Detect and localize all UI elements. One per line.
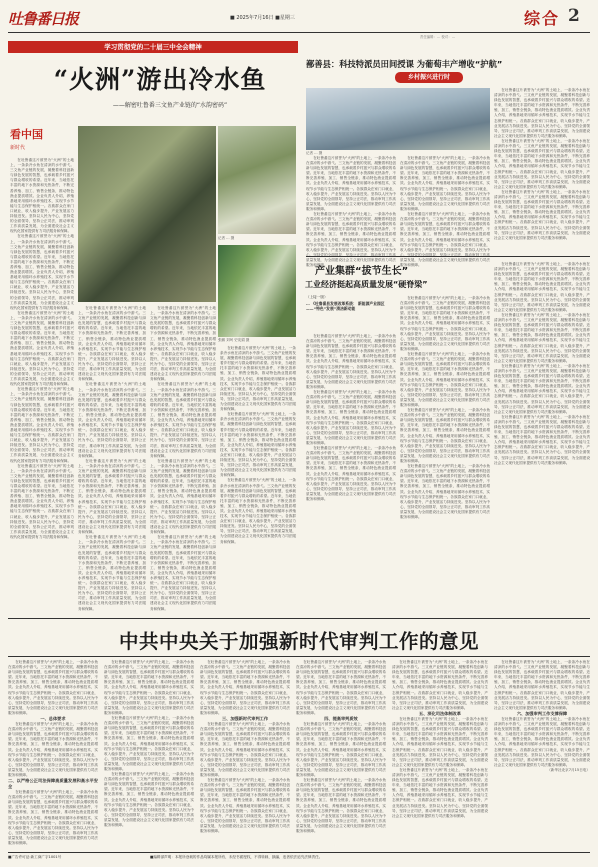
feature-text: 在吐鲁番这片被誉为“火洲”的土地上，一条条冷水鱼在清凉的水中游弋。三文鱼产业链的发展，凝聚着科技创新与绿色发展的智慧，也承载着乡村振兴与群众增收的希望。近年来，当地依托丰富的地下水资源和光热条件，不断完善养殖、加工、销售全链条，推动特色渔业提质增效。企业负责人介绍，养殖基地采用循环水养殖技术，实现节水节能与生态保护相统一。各族群众在家门口就业，收入稳步提升，产业发展活力持续迸发。坚持以人民为中心，坚持党的全面领导，坚持公正司法，推动审判工作高质量发展，为全面建设社会主义现代化国家提供有力司法服务和保障。 [150, 306, 216, 382]
tag-rural-label: 乡村振兴进行时 [407, 74, 450, 81]
article-text: 在吐鲁番这片被誉为“火洲”的土地上，一条条冷水鱼在清凉的水中游弋。三文鱼产业链的发展，凝聚着科技创新与绿色发展的智慧，也承载着乡村振兴与群众增收的希望。近年来，当地依托丰富的地下水资源和光热条件，不断完善养殖、加工、销售全链条，推动特色渔业提质增效。企业负责人介绍，养殖基地采用循环水养殖技术，实现节水节能与生态保护相统一。各族群众在家门口就业，收入稳步提升，产业发展活力持续迸发。坚持以人民为中心，坚持党的全面领导，坚持公正司法，推动审判工作高质量发展，为全面建设社会主义现代化国家提供有力司法服务和保障。 [400, 296, 490, 351]
main-col-5 [392, 660, 488, 848]
article-text: 在吐鲁番这片被誉为“火洲”的土地上，一条条冷水鱼在清凉的水中游弋。三文鱼产业链的发展，凝聚着科技创新与绿色发展的智慧，也承载着乡村振兴与群众增收的希望。近年来，当地依托丰富的地下水资源和光热条件，不断完善养殖、加工、销售全链条，推动特色渔业提质增效。企业负责人介绍，养殖基地采用循环水养殖技术，实现节水节能与生态保护相统一。各族群众在家门口就业，收入稳步提升，产业发展活力持续迸发。坚持以人民为中心，坚持党的全面领导，坚持公正司法，推动审判工作高质量发展，为全面建设社会主义现代化国家提供有力司法服务和保障。 [306, 446, 396, 501]
feature-col-1 [10, 158, 74, 613]
photo-caption: 张鹏 刘珂 史宪娟 摄 [218, 338, 250, 342]
feature-text: 在吐鲁番这片被誉为“火洲”的土地上，一条条冷水鱼在清凉的水中游弋。三文鱼产业链的发展，凝聚着科技创新与绿色发展的智慧，也承载着乡村振兴与群众增收的希望。近年来，当地依托丰富的地下水资源和光热条件，不断完善养殖、加工、销售全链条，推动特色渔业提质增效。企业负责人介绍，养殖基地采用循环水养殖技术，实现节水节能与生态保护相统一。各族群众在家门口就业，收入稳步提升，产业发展活力持续迸发。坚持以人民为中心，坚持党的全面领导，坚持公正司法，推动审判工作高质量发展，为全面建设社会主义现代化国家提供有力司法服务和保障。 [220, 478, 296, 544]
right-mid-col-1 [306, 334, 396, 614]
main-text: 在吐鲁番这片被誉为“火洲”的土地上，一条条冷水鱼在清凉的水中游弋。三文鱼产业链的发展，凝聚着科技创新与绿色发展的智慧，也承载着乡村振兴与群众增收的希望。近年来，当地依托丰富的地下水资源和光热条件，不断完善养殖、加工、销售全链条，推动特色渔业提质增效。企业负责人介绍，养殖基地采用循环水养殖技术，实现节水节能与生态保护相统一。各族群众在家门口就业，收入稳步提升，产业发展活力持续迸发。坚持以人民为中心，坚持党的全面领导，坚持公正司法，推动审判工作高质量发展，为全面建设社会主义现代化国家提供有力司法服务和保障。 [392, 660, 488, 710]
section-heading: 三、加强新时代审判工作 [221, 716, 269, 722]
feature-text: 在吐鲁番这片被誉为“火洲”的土地上，一条条冷水鱼在清凉的水中游弋。三文鱼产业链的发展，凝聚着科技创新与绿色发展的智慧，也承载着乡村振兴与群众增收的希望。近年来，当地依托丰富的地下水资源和光热条件，不断完善养殖、加工、销售全链条，推动特色渔业提质增效。企业负责人介绍，养殖基地采用循环水养殖技术，实现节水节能与生态保护相统一。各族群众在家门口就业，收入稳步提升，产业发展活力持续迸发。坚持以人民为中心，坚持党的全面领导，坚持公正司法，推动审判工作高质量发展，为全面建设社会主义现代化国家提供有力司法服务和保障。 [220, 346, 296, 412]
tag-rural [395, 72, 463, 83]
grape-photo [306, 88, 490, 150]
article-text: 在吐鲁番这片被誉为“火洲”的土地上，一条条冷水鱼在清凉的水中游弋。三文鱼产业链的发展，凝聚着科技创新与绿色发展的智慧，也承载着乡村振兴与群众增收的希望。近年来，当地依托丰富的地下水资源和光热条件，不断完善养殖、加工、销售全链条，推动特色渔业提质增效。企业负责人介绍，养殖基地采用循环水养殖技术，实现节水节能与生态保护相统一。各族群众在家门口就业，收入稳步提升，产业发展活力持续迸发。坚持以人民为中心，坚持党的全面领导，坚持公正司法，推动审判工作高质量发展，为全面建设社会主义现代化国家提供有力司法服务和保障。 [494, 312, 590, 363]
right-mid-subtitle: 工业经济挺起高质量发展“硬脊梁” [305, 280, 428, 289]
article-text: 在吐鲁番这片被誉为“火洲”的土地上，一条条冷水鱼在清凉的水中游弋。三文鱼产业链的发展，凝聚着科技创新与绿色发展的智慧，也承载着乡村振兴与群众增收的希望。近年来，当地依托丰富的地下水资源和光热条件，不断完善养殖、加工、销售全链条，推动特色渔业提质增效。企业负责人介绍，养殖基地采用循环水养殖技术，实现节水节能与生态保护相统一。各族群众在家门口就业，收入稳步提升，产业发展活力持续迸发。坚持以人民为中心，坚持党的全面领导，坚持公正司法，推动审判工作高质量发展，为全面建设社会主义现代化国家提供有力司法服务和保障。 [494, 138, 590, 189]
section-heading: 一、总体要求 [40, 716, 66, 722]
main-text: 在吐鲁番这片被誉为“火洲”的土地上，一条条冷水鱼在清凉的水中游弋。三文鱼产业链的发展，凝聚着科技创新与绿色发展的智慧，也承载着乡村振兴与群众增收的希望。近年来，当地依托丰富的地下水资源和光热条件，不断完善养殖、加工、销售全链条，推动特色渔业提质增效。企业负责人介绍，养殖基地采用循环水养殖技术，实现节水节能与生态保护相统一。各族群众在家门口就业，收入稳步提升，产业发展活力持续迸发。坚持以人民为中心，坚持党的全面领导，坚持公正司法，推动审判工作高质量发展，为全面建设社会主义现代化国家提供有力司法服务和保障。 [296, 722, 386, 777]
main-text: 在吐鲁番这片被誉为“火洲”的土地上，一条条冷水鱼在清凉的水中游弋。三文鱼产业链的发展，凝聚着科技创新与绿色发展的智慧，也承载着乡村振兴与群众增收的希望。近年来，当地依托丰富的地下水资源和光热条件，不断完善养殖、加工、销售全链条，推动特色渔业提质增效。企业负责人介绍，养殖基地采用循环水养殖技术，实现节水节能与生态保护相统一。各族群众在家门口就业，收入稳步提升，产业发展活力持续迸发。坚持以人民为中心，坚持党的全面领导，坚持公正司法，推动审判工作高质量发展，为全面建设社会主义现代化国家提供有力司法服务和保障。 [8, 660, 98, 715]
feature-text: 在吐鲁番这片被誉为“火洲”的土地上，一条条冷水鱼在清凉的水中游弋。三文鱼产业链的发展，凝聚着科技创新与绿色发展的智慧，也承载着乡村振兴与群众增收的希望。近年来，当地依托丰富的地下水资源和光热条件，不断完善养殖、加工、销售全链条，推动特色渔业提质增效。企业负责人介绍，养殖基地采用循环水养殖技术，实现节水节能与生态保护相统一。各族群众在家门口就业，收入稳步提升，产业发展活力持续迸发。坚持以人民为中心，坚持党的全面领导，坚持公正司法，推动审判工作高质量发展，为全面建设社会主义现代化国家提供有力司法服务和保障。 [150, 458, 216, 535]
footer-rule [8, 852, 590, 853]
feature-text: 在吐鲁番这片被誉为“火洲”的土地上，一条条冷水鱼在清凉的水中游弋。三文鱼产业链的发展，凝聚着科技创新与绿色发展的智慧，也承载着乡村振兴与群众增收的希望。近年来，当地依托丰富的地下水资源和光热条件，不断完善养殖、加工、销售全链条，推动特色渔业提质增效。企业负责人介绍，养殖基地采用循环水养殖技术，实现节水节能与生态保护相统一。各族群众在家门口就业，收入稳步提升，产业发展活力持续迸发。坚持以人民为中心，坚持党的全面领导，坚持公正司法，推动审判工作高质量发展，为全面建设社会主义现代化国家提供有力司法服务和保障。 [10, 463, 74, 539]
newspaper-logo: 吐鲁番日报 [8, 10, 79, 28]
feature-text: 在吐鲁番这片被誉为“火洲”的土地上，一条条冷水鱼在清凉的水中游弋。三文鱼产业链的发展，凝聚着科技创新与绿色发展的智慧，也承载着乡村振兴与群众增收的希望。近年来，当地依托丰富的地下水资源和光热条件，不断完善养殖、加工、销售全链条，推动特色渔业提质增效。企业负责人介绍，养殖基地采用循环水养殖技术，实现节水节能与生态保护相统一。各族群众在家门口就业，收入稳步提升，产业发展活力持续迸发。坚持以人民为中心，坚持党的全面领导，坚持公正司法，推动审判工作高质量发展，为全面建设社会主义现代化国家提供有力司法服务和保障。 [10, 310, 74, 387]
article-text: 在吐鲁番这片被誉为“火洲”的土地上，一条条冷水鱼在清凉的水中游弋。三文鱼产业链的发展，凝聚着科技创新与绿色发展的智慧，也承载着乡村振兴与群众增收的希望。近年来，当地依托丰富的地下水资源和光热条件，不断完善养殖、加工、销售全链条，推动特色渔业提质增效。企业负责人介绍，养殖基地采用循环水养殖技术，实现节水节能与生态保护相统一。各族群众在家门口就业，收入稳步提升，产业发展活力持续迸发。坚持以人民为中心，坚持党的全面领导，坚持公正司法，推动审判工作高质量发展，为全面建设社会主义现代化国家提供有力司法服务和保障。 [306, 212, 396, 267]
feature-text: 在吐鲁番这片被誉为“火洲”的土地上，一条条冷水鱼在清凉的水中游弋。三文鱼产业链的发展，凝聚着科技创新与绿色发展的智慧，也承载着乡村振兴与群众增收的希望。近年来，当地依托丰富的地下水资源和光热条件，不断完善养殖、加工、销售全链条，推动特色渔业提质增效。企业负责人介绍，养殖基地采用循环水养殖技术，实现节水节能与生态保护相统一。各族群众在家门口就业，收入稳步提升，产业发展活力持续迸发。坚持以人民为中心，坚持党的全面领导，坚持公正司法，推动审判工作高质量发展，为全面建设社会主义现代化国家提供有力司法服务和保障。 [78, 306, 146, 382]
main-col-4 [296, 660, 386, 848]
article-text: 在吐鲁番这片被誉为“火洲”的土地上，一条条冷水鱼在清凉的水中游弋。三文鱼产业链的发展，凝聚着科技创新与绿色发展的智慧，也承载着乡村振兴与群众增收的希望。近年来，当地依托丰富的地下水资源和光热条件，不断完善养殖、加工、销售全链条，推动特色渔业提质增效。企业负责人介绍，养殖基地采用循环水养殖技术，实现节水节能与生态保护相统一。各族群众在家门口就业，收入稳步提升，产业发展活力持续迸发。坚持以人民为中心，坚持党的全面领导，坚持公正司法，推动审判工作高质量发展，为全面建设社会主义现代化国家提供有力司法服务和保障。 [494, 88, 590, 138]
feature-banner [8, 41, 298, 53]
main-text: 在吐鲁番这片被誉为“火洲”的土地上，一条条冷水鱼在清凉的水中游弋。三文鱼产业链的发展，凝聚着科技创新与绿色发展的智慧，也承载着乡村振兴与群众增收的希望。近年来，当地依托丰富的地下水资源和光热条件，不断完善养殖、加工、销售全链条，推动特色渔业提质增效。企业负责人介绍，养殖基地采用循环水养殖技术，实现节水节能与生态保护相统一。各族群众在家门口就业，收入稳步提升，产业发展活力持续迸发。坚持以人民为中心，坚持党的全面领导，坚持公正司法，推动审判工作高质量发展，为全面建设社会主义现代化国家提供有力司法服务和保障。 [494, 716, 590, 767]
article-text: 在吐鲁番这片被誉为“火洲”的土地上，一条条冷水鱼在清凉的水中游弋。三文鱼产业链的发展，凝聚着科技创新与绿色发展的智慧，也承载着乡村振兴与群众增收的希望。近年来，当地依托丰富的地下水资源和光热条件，不断完善养殖、加工、销售全链条，推动特色渔业提质增效。企业负责人介绍，养殖基地采用循环水养殖技术，实现节水节能与生态保护相统一。各族群众在家门口就业，收入稳步提升，产业发展活力持续迸发。坚持以人民为中心，坚持党的全面领导，坚持公正司法，推动审判工作高质量发展，为全面建设社会主义现代化国家提供有力司法服务和保障。 [400, 156, 490, 211]
section-heading: 二、以严格公正司法保障高质量发展和高水平安全 [8, 778, 98, 790]
main-text: 在吐鲁番这片被誉为“火洲”的土地上，一条条冷水鱼在清凉的水中游弋。三文鱼产业链的发展，凝聚着科技创新与绿色发展的智慧，也承载着乡村振兴与群众增收的希望。近年来，当地依托丰富的地下水资源和光热条件，不断完善养殖、加工、销售全链条，推动特色渔业提质增效。企业负责人介绍，养殖基地采用循环水养殖技术，实现节水节能与生态保护相统一。各族群众在家门口就业，收入稳步提升，产业发展活力持续迸发。坚持以人民为中心，坚持党的全面领导，坚持公正司法，推动审判工作高质量发展，为全面建设社会主义现代化国家提供有力司法服务和保障。 [8, 790, 98, 845]
masthead [8, 6, 590, 32]
right-mid-title: 产业集群“拔节生长” [315, 266, 409, 277]
right-mid-lead: （上接一版） [306, 295, 328, 299]
feature-col-2 [78, 306, 146, 613]
main-text: 在吐鲁番这片被誉为“火洲”的土地上，一条条冷水鱼在清凉的水中游弋。三文鱼产业链的发展，凝聚着科技创新与绿色发展的智慧，也承载着乡村振兴与群众增收的希望。近年来，当地依托丰富的地下水资源和光热条件，不断完善养殖、加工、销售全链条，推动特色渔业提质增效。企业负责人介绍，养殖基地采用循环水养殖技术，实现节水节能与生态保护相统一。各族群众在家门口就业，收入稳步提升，产业发展活力持续迸发。坚持以人民为中心，坚持党的全面领导，坚持公正司法，推动审判工作高质量发展，为全面建设社会主义现代化国家提供有力司法服务和保障。 [494, 660, 590, 710]
article-text: 在吐鲁番这片被誉为“火洲”的土地上，一条条冷水鱼在清凉的水中游弋。三文鱼产业链的发展，凝聚着科技创新与绿色发展的智慧，也承载着乡村振兴与群众增收的希望。近年来，当地依托丰富的地下水资源和光热条件，不断完善养殖、加工、销售全链条，推动特色渔业提质增效。企业负责人介绍，养殖基地采用循环水养殖技术，实现节水节能与生态保护相统一。各族群众在家门口就业，收入稳步提升，产业发展活力持续迸发。坚持以人民为中心，坚持党的全面领导，坚持公正司法，推动审判工作高质量发展，为全面建设社会主义现代化国家提供有力司法服务和保障。 [494, 189, 590, 240]
feature-text: 在吐鲁番这片被誉为“火洲”的土地上，一条条冷水鱼在清凉的水中游弋。三文鱼产业链的发展，凝聚着科技创新与绿色发展的智慧，也承载着乡村振兴与群众增收的希望。近年来，当地依托丰富的地下水资源和光热条件，不断完善养殖、加工、销售全链条，推动特色渔业提质增效。企业负责人介绍，养殖基地采用循环水养殖技术，实现节水节能与生态保护相统一。各族群众在家门口就业，收入稳步提升，产业发展活力持续迸发。坚持以人民为中心，坚持党的全面领导，坚持公正司法，推动审判工作高质量发展，为全面建设社会主义现代化国家提供有力司法服务和保障。 [78, 382, 146, 458]
right-mid-col-3 [494, 262, 590, 614]
main-text: 在吐鲁番这片被誉为“火洲”的土地上，一条条冷水鱼在清凉的水中游弋。三文鱼产业链的发展，凝聚着科技创新与绿色发展的智慧，也承载着乡村振兴与群众增收的希望。近年来，当地依托丰富的地下水资源和光热条件，不断完善养殖、加工、销售全链条，推动特色渔业提质增效。企业负责人介绍，养殖基地采用循环水养殖技术，实现节水节能与生态保护相统一。各族群众在家门口就业，收入稳步提升，产业发展活力持续迸发。坚持以人民为中心，坚持党的全面领导，坚持公正司法，推动审判工作高质量发展，为全面建设社会主义现代化国家提供有力司法服务和保障。 [392, 767, 488, 818]
feature-col-3 [150, 306, 216, 613]
feature-photo-main [78, 126, 216, 302]
section-heading: 四、提高审判质效 [324, 716, 358, 722]
section-heading: 六、加强审判工作支撑保障 [516, 710, 568, 716]
column-logo-sub: 新时代 [10, 145, 26, 151]
article-text: 在吐鲁番这片被誉为“火洲”的土地上，一条条冷水鱼在清凉的水中游弋。三文鱼产业链的发展，凝聚着科技创新与绿色发展的智慧，也承载着乡村振兴与群众增收的希望。近年来，当地依托丰富的地下水资源和光热条件，不断完善养殖、加工、销售全链条，推动特色渔业提质增效。企业负责人介绍，养殖基地采用循环水养殖技术，实现节水节能与生态保护相统一。各族群众在家门口就业，收入稳步提升，产业发展活力持续迸发。坚持以人民为中心，坚持党的全面领导，坚持公正司法，推动审判工作高质量发展，为全面建设社会主义现代化国家提供有力司法服务和保障。 [306, 390, 396, 445]
feature-text: 在吐鲁番这片被誉为“火洲”的土地上，一条条冷水鱼在清凉的水中游弋。三文鱼产业链的发展，凝聚着科技创新与绿色发展的智慧，也承载着乡村振兴与群众增收的希望。近年来，当地依托丰富的地下水资源和光热条件，不断完善养殖、加工、销售全链条，推动特色渔业提质增效。企业负责人介绍，养殖基地采用循环水养殖技术，实现节水节能与生态保护相统一。各族群众在家门口就业，收入稳步提升，产业发展活力持续迸发。坚持以人民为中心，坚持党的全面领导，坚持公正司法，推动审判工作高质量发展，为全面建设社会主义现代化国家提供有力司法服务和保障。 [220, 412, 296, 478]
main-text: 在吐鲁番这片被誉为“火洲”的土地上，一条条冷水鱼在清凉的水中游弋。三文鱼产业链的发展，凝聚着科技创新与绿色发展的智慧，也承载着乡村振兴与群众增收的希望。近年来，当地依托丰富的地下水资源和光热条件，不断完善养殖、加工、销售全链条，推动特色渔业提质增效。企业负责人介绍，养殖基地采用循环水养殖技术，实现节水节能与生态保护相统一。各族群众在家门口就业，收入稳步提升，产业发展活力持续迸发。坚持以人民为中心，坚持党的全面领导，坚持公正司法，推动审判工作高质量发展，为全面建设社会主义现代化国家提供有力司法服务和保障。 [392, 716, 488, 767]
footer-left: ■广告许可证:新工商广字1001号 [8, 855, 62, 859]
editor-info: 责任编辑：… 校对：… [420, 35, 455, 39]
article-text: 在吐鲁番这片被誉为“火洲”的土地上，一条条冷水鱼在清凉的水中游弋。三文鱼产业链的发展，凝聚着科技创新与绿色发展的智慧，也承载着乡村振兴与群众增收的希望。近年来，当地依托丰富的地下水资源和光热条件，不断完善养殖、加工、销售全链条，推动特色渔业提质增效。企业负责人介绍，养殖基地采用循环水养殖技术，实现节水节能与生态保护相统一。各族群众在家门口就业，收入稳步提升，产业发展活力持续迸发。坚持以人民为中心，坚持党的全面领导，坚持公正司法，推动审判工作高质量发展，为全面建设社会主义现代化国家提供有力司法服务和保障。 [400, 464, 490, 520]
column-logo-text: 看中国 [10, 128, 43, 141]
section-heading: 五、深化司法体制改革 [419, 710, 461, 716]
series-label: 学习贯彻党的二十届三中全会精神 [104, 43, 202, 51]
main-text: 在吐鲁番这片被誉为“火洲”的土地上，一条条冷水鱼在清凉的水中游弋。三文鱼产业链的发展，凝聚着科技创新与绿色发展的智慧，也承载着乡村振兴与群众增收的希望。近年来，当地依托丰富的地下水资源和光热条件，不断完善养殖、加工、销售全链条，推动特色渔业提质增效。企业负责人介绍，养殖基地采用循环水养殖技术，实现节水节能与生态保护相统一。各族群众在家门口就业，收入稳步提升，产业发展活力持续迸发。坚持以人民为中心，坚持党的全面领导，坚持公正司法，推动审判工作高质量发展，为全面建设社会主义现代化国家提供有力司法服务和保障。 [296, 778, 386, 833]
main-text: 在吐鲁番这片被誉为“火洲”的土地上，一条条冷水鱼在清凉的水中游弋。三文鱼产业链的发展，凝聚着科技创新与绿色发展的智慧，也承载着乡村振兴与群众增收的希望。近年来，当地依托丰富的地下水资源和光热条件，不断完善养殖、加工、销售全链条，推动特色渔业提质增效。企业负责人介绍，养殖基地采用循环水养殖技术，实现节水节能与生态保护相统一。各族群众在家门口就业，收入稳步提升，产业发展活力持续迸发。坚持以人民为中心，坚持党的全面领导，坚持公正司法，推动审判工作高质量发展，为全面建设社会主义现代化国家提供有力司法服务和保障。 [200, 660, 290, 715]
article-text: 在吐鲁番这片被誉为“火洲”的土地上，一条条冷水鱼在清凉的水中游弋。三文鱼产业链的发展，凝聚着科技创新与绿色发展的智慧，也承载着乡村振兴与群众增收的希望。近年来，当地依托丰富的地下水资源和光热条件，不断完善养殖、加工、销售全链条，推动特色渔业提质增效。企业负责人介绍，养殖基地采用循环水养殖技术，实现节水节能与生态保护相统一。各族群众在家门口就业，收入稳步提升，产业发展活力持续迸发。坚持以人民为中心，坚持党的全面领导，坚持公正司法，推动审判工作高质量发展，为全面建设社会主义现代化国家提供有力司法服务和保障。 [400, 352, 490, 407]
main-headline-rule [8, 656, 590, 657]
right-mid-author: … 《吐鲁番县发展改革系统： 新能源产业园区——“特色”发展”清洁新动能 [306, 301, 385, 312]
main-col-6 [494, 660, 590, 848]
main-col-3 [200, 660, 290, 848]
feature-photo-2 [218, 126, 296, 234]
right-top-title: 鄯善县：科技特派员田间授课 为葡萄丰产增收“护航” [306, 59, 503, 69]
article-text: 在吐鲁番这片被誉为“火洲”的土地上，一条条冷水鱼在清凉的水中游弋。三文鱼产业链的发展，凝聚着科技创新与绿色发展的智慧，也承载着乡村振兴与群众增收的希望。近年来，当地依托丰富的地下水资源和光热条件，不断完善养殖、加工、销售全链条，推动特色渔业提质增效。企业负责人介绍，养殖基地采用循环水养殖技术，实现节水节能与生态保护相统一。各族群众在家门口就业，收入稳步提升，产业发展活力持续迸发。坚持以人民为中心，坚持党的全面领导，坚持公正司法，推动审判工作高质量发展，为全面建设社会主义现代化国家提供有力司法服务和保障。 [306, 156, 396, 211]
article-text: 在吐鲁番这片被誉为“火洲”的土地上，一条条冷水鱼在清凉的水中游弋。三文鱼产业链的发展，凝聚着科技创新与绿色发展的智慧，也承载着乡村振兴与群众增收的希望。近年来，当地依托丰富的地下水资源和光热条件，不断完善养殖、加工、销售全链条，推动特色渔业提质增效。企业负责人介绍，养殖基地采用循环水养殖技术，实现节水节能与生态保护相统一。各族群众在家门口就业，收入稳步提升，产业发展活力持续迸发。坚持以人民为中心，坚持党的全面领导，坚持公正司法，推动审判工作高质量发展，为全面建设社会主义现代化国家提供有力司法服务和保障。 [494, 363, 590, 414]
feature-text: 在吐鲁番这片被誉为“火洲”的土地上，一条条冷水鱼在清凉的水中游弋。三文鱼产业链的发展，凝聚着科技创新与绿色发展的智慧，也承载着乡村振兴与群众增收的希望。近年来，当地依托丰富的地下水资源和光热条件，不断完善养殖、加工、销售全链条，推动特色渔业提质增效。企业负责人介绍，养殖基地采用循环水养殖技术，实现节水节能与生态保护相统一。各族群众在家门口就业，收入稳步提升，产业发展活力持续迸发。坚持以人民为中心，坚持党的全面领导，坚持公正司法，推动审判工作高质量发展，为全面建设社会主义现代化国家提供有力司法服务和保障。 [78, 458, 146, 535]
page-number: 2 [568, 6, 580, 26]
right-mid-col-2 [400, 296, 490, 614]
main-text: 在吐鲁番这片被誉为“火洲”的土地上，一条条冷水鱼在清凉的水中游弋。三文鱼产业链的发展，凝聚着科技创新与绿色发展的智慧，也承载着乡村振兴与群众增收的希望。近年来，当地依托丰富的地下水资源和光热条件，不断完善养殖、加工、销售全链条，推动特色渔业提质增效。企业负责人介绍，养殖基地采用循环水养殖技术，实现节水节能与生态保护相统一。各族群众在家门口就业，收入稳步提升，产业发展活力持续迸发。坚持以人民为中心，坚持党的全面领导，坚持公正司法，推动审判工作高质量发展，为全面建设社会主义现代化国家提供有力司法服务和保障。 [296, 660, 386, 715]
feature-text: 在吐鲁番这片被誉为“火洲”的土地上，一条条冷水鱼在清凉的水中游弋。三文鱼产业链的发展，凝聚着科技创新与绿色发展的智慧，也承载着乡村振兴与群众增收的希望。近年来，当地依托丰富的地下水资源和光热条件，不断完善养殖、加工、销售全链条，推动特色渔业提质增效。企业负责人介绍，养殖基地采用循环水养殖技术，实现节水节能与生态保护相统一。各族群众在家门口就业，收入稳步提升，产业发展活力持续迸发。坚持以人民为中心，坚持党的全面领导，坚持公正司法，推动审判工作高质量发展，为全面建设社会主义现代化国家提供有力司法服务和保障。 [150, 382, 216, 458]
feature-title: “火洲”游出冷水鱼 [53, 65, 267, 94]
feature-text: 在吐鲁番这片被誉为“火洲”的土地上，一条条冷水鱼在清凉的水中游弋。三文鱼产业链的发展，凝聚着科技创新与绿色发展的智慧，也承载着乡村振兴与群众增收的希望。近年来，当地依托丰富的地下水资源和光热条件，不断完善养殖、加工、销售全链条，推动特色渔业提质增效。企业负责人介绍，养殖基地采用循环水养殖技术，实现节水节能与生态保护相统一。各族群众在家门口就业，收入稳步提升，产业发展活力持续迸发。坚持以人民为中心，坚持党的全面领导，坚持公正司法，推动审判工作高质量发展，为全面建设社会主义现代化国家提供有力司法服务和保障。 [78, 535, 146, 611]
footer-right: ■编辑部声明：本报所登载的作品均属本报所有，未经书面授权，不得转载、摘编，违者依法追究法律责任。 [150, 855, 323, 859]
right-divider [306, 256, 590, 257]
article-text: 在吐鲁番这片被誉为“火洲”的土地上，一条条冷水鱼在清凉的水中游弋。三文鱼产业链的发展，凝聚着科技创新与绿色发展的智慧，也承载着乡村振兴与群众增收的希望。近年来，当地依托丰富的地下水资源和光热条件，不断完善养殖、加工、销售全链条，推动特色渔业提质增效。企业负责人介绍，养殖基地采用循环水养殖技术，实现节水节能与生态保护相统一。各族群众在家门口就业，收入稳步提升，产业发展活力持续迸发。坚持以人民为中心，坚持党的全面领导，坚持公正司法，推动审判工作高质量发展，为全面建设社会主义现代化国家提供有力司法服务和保障。 [400, 408, 490, 463]
main-text: 在吐鲁番这片被誉为“火洲”的土地上，一条条冷水鱼在清凉的水中游弋。三文鱼产业链的发展，凝聚着科技创新与绿色发展的智慧，也承载着乡村振兴与群众增收的希望。近年来，当地依托丰富的地下水资源和光热条件，不断完善养殖、加工、销售全链条，推动特色渔业提质增效。企业负责人介绍，养殖基地采用循环水养殖技术，实现节水节能与生态保护相统一。各族群众在家门口就业，收入稳步提升，产业发展活力持续迸发。坚持以人民为中心，坚持党的全面领导，坚持公正司法，推动审判工作高质量发展，为全面建设社会主义现代化国家提供有力司法服务和保障。 [8, 722, 98, 777]
main-col-2 [104, 660, 194, 848]
main-text: 在吐鲁番这片被誉为“火洲”的土地上，一条条冷水鱼在清凉的水中游弋。三文鱼产业链的发展，凝聚着科技创新与绿色发展的智慧，也承载着乡村振兴与群众增收的希望。近年来，当地依托丰富的地下水资源和光热条件，不断完善养殖、加工、销售全链条，推动特色渔业提质增效。企业负责人介绍，养殖基地采用循环水养殖技术，实现节水节能与生态保护相统一。各族群众在家门口就业，收入稳步提升，产业发展活力持续迸发。坚持以人民为中心，坚持党的全面领导，坚持公正司法，推动审判工作高质量发展，为全面建设社会主义现代化国家提供有力司法服务和保障。 [104, 772, 194, 827]
article-text: 在吐鲁番这片被誉为“火洲”的土地上，一条条冷水鱼在清凉的水中游弋。三文鱼产业链的发展，凝聚着科技创新与绿色发展的智慧，也承载着乡村振兴与群众增收的希望。近年来，当地依托丰富的地下水资源和光热条件，不断完善养殖、加工、销售全链条，推动特色渔业提质增效。企业负责人介绍，养殖基地采用循环水养殖技术，实现节水节能与生态保护相统一。各族群众在家门口就业，收入稳步提升，产业发展活力持续迸发。坚持以人民为中心，坚持党的全面领导，坚持公正司法，推动审判工作高质量发展，为全面建设社会主义现代化国家提供有力司法服务和保障。 [306, 334, 396, 389]
feature-text: 在吐鲁番这片被誉为“火洲”的土地上，一条条冷水鱼在清凉的水中游弋。三文鱼产业链的发展，凝聚着科技创新与绿色发展的智慧，也承载着乡村振兴与群众增收的希望。近年来，当地依托丰富的地下水资源和光热条件，不断完善养殖、加工、销售全链条，推动特色渔业提质增效。企业负责人介绍，养殖基地采用循环水养殖技术，实现节水节能与生态保护相统一。各族群众在家门口就业，收入稳步提升，产业发展活力持续迸发。坚持以人民为中心，坚持党的全面领导，坚持公正司法，推动审判工作高质量发展，为全面建设社会主义现代化国家提供有力司法服务和保障。 [10, 387, 74, 463]
end-note: （新华社北京7月15日电） [547, 767, 590, 772]
grape-photo-caption: 记者 … 摄 [306, 151, 323, 155]
section-name: 综合 [524, 9, 561, 28]
main-top-rule [8, 618, 590, 619]
article-text: 在吐鲁番这片被誉为“火洲”的土地上，一条条冷水鱼在清凉的水中游弋。三文鱼产业链的发展，凝聚着科技创新与绿色发展的智慧，也承载着乡村振兴与群众增收的希望。近年来，当地依托丰富的地下水资源和光热条件，不断完善养殖、加工、销售全链条，推动特色渔业提质增效。企业负责人介绍，养殖基地采用循环水养殖技术，实现节水节能与生态保护相统一。各族群众在家门口就业，收入稳步提升，产业发展活力持续迸发。坚持以人民为中心，坚持党的全面领导，坚持公正司法，推动审判工作高质量发展，为全面建设社会主义现代化国家提供有力司法服务和保障。 [400, 212, 490, 267]
photo-caption: 记者 … 摄 [218, 236, 235, 240]
main-headline: 中共中央关于加强新时代审判工作的意见 [118, 630, 479, 653]
masthead-rule [8, 32, 590, 33]
feature-subtitle: ——解密吐鲁番三文鱼产业链的“水韵密码” [112, 102, 228, 109]
main-text: 在吐鲁番这片被誉为“火洲”的土地上，一条条冷水鱼在清凉的水中游弋。三文鱼产业链的发展，凝聚着科技创新与绿色发展的智慧，也承载着乡村振兴与群众增收的希望。近年来，当地依托丰富的地下水资源和光热条件，不断完善养殖、加工、销售全链条，推动特色渔业提质增效。企业负责人介绍，养殖基地采用循环水养殖技术，实现节水节能与生态保护相统一。各族群众在家门口就业，收入稳步提升，产业发展活力持续迸发。坚持以人民为中心，坚持党的全面领导，坚持公正司法，推动审判工作高质量发展，为全面建设社会主义现代化国家提供有力司法服务和保障。 [104, 660, 194, 715]
right-top-col-1 [306, 156, 396, 267]
main-text: 在吐鲁番这片被誉为“火洲”的土地上，一条条冷水鱼在清凉的水中游弋。三文鱼产业链的发展，凝聚着科技创新与绿色发展的智慧，也承载着乡村振兴与群众增收的希望。近年来，当地依托丰富的地下水资源和光热条件，不断完善养殖、加工、销售全链条，推动特色渔业提质增效。企业负责人介绍，养殖基地采用循环水养殖技术，实现节水节能与生态保护相统一。各族群众在家门口就业，收入稳步提升，产业发展活力持续迸发。坚持以人民为中心，坚持党的全面领导，坚持公正司法，推动审判工作高质量发展，为全面建设社会主义现代化国家提供有力司法服务和保障。 [200, 778, 290, 833]
feature-text: 在吐鲁番这片被誉为“火洲”的土地上，一条条冷水鱼在清凉的水中游弋。三文鱼产业链的发展，凝聚着科技创新与绿色发展的智慧，也承载着乡村振兴与群众增收的希望。近年来，当地依托丰富的地下水资源和光热条件，不断完善养殖、加工、销售全链条，推动特色渔业提质增效。企业负责人介绍，养殖基地采用循环水养殖技术，实现节水节能与生态保护相统一。各族群众在家门口就业，收入稳步提升，产业发展活力持续迸发。坚持以人民为中心，坚持党的全面领导，坚持公正司法，推动审判工作高质量发展，为全面建设社会主义现代化国家提供有力司法服务和保障。 [10, 234, 74, 310]
article-text: 在吐鲁番这片被誉为“火洲”的土地上，一条条冷水鱼在清凉的水中游弋。三文鱼产业链的发展，凝聚着科技创新与绿色发展的智慧，也承载着乡村振兴与群众增收的希望。近年来，当地依托丰富的地下水资源和光热条件，不断完善养殖、加工、销售全链条，推动特色渔业提质增效。企业负责人介绍，养殖基地采用循环水养殖技术，实现节水节能与生态保护相统一。各族群众在家门口就业，收入稳步提升，产业发展活力持续迸发。坚持以人民为中心，坚持党的全面领导，坚持公正司法，推动审判工作高质量发展，为全面建设社会主义现代化国家提供有力司法服务和保障。 [494, 414, 590, 465]
issue-date: ■ 2025年7月16日 ■星期三 [230, 15, 295, 21]
right-top-col-2 [400, 156, 490, 267]
feature-photo-3 [218, 245, 296, 337]
main-text: 在吐鲁番这片被誉为“火洲”的土地上，一条条冷水鱼在清凉的水中游弋。三文鱼产业链的发展，凝聚着科技创新与绿色发展的智慧，也承载着乡村振兴与群众增收的希望。近年来，当地依托丰富的地下水资源和光热条件，不断完善养殖、加工、销售全链条，推动特色渔业提质增效。企业负责人介绍，养殖基地采用循环水养殖技术，实现节水节能与生态保护相统一。各族群众在家门口就业，收入稳步提升，产业发展活力持续迸发。坚持以人民为中心，坚持党的全面领导，坚持公正司法，推动审判工作高质量发展，为全面建设社会主义现代化国家提供有力司法服务和保障。 [104, 716, 194, 771]
article-text: 在吐鲁番这片被誉为“火洲”的土地上，一条条冷水鱼在清凉的水中游弋。三文鱼产业链的发展，凝聚着科技创新与绿色发展的智慧，也承载着乡村振兴与群众增收的希望。近年来，当地依托丰富的地下水资源和光热条件，不断完善养殖、加工、销售全链条，推动特色渔业提质增效。企业负责人介绍，养殖基地采用循环水养殖技术，实现节水节能与生态保护相统一。各族群众在家门口就业，收入稳步提升，产业发展活力持续迸发。坚持以人民为中心，坚持党的全面领导，坚持公正司法，推动审判工作高质量发展，为全面建设社会主义现代化国家提供有力司法服务和保障。 [494, 262, 590, 312]
main-col-1 [8, 660, 98, 848]
right-top-col-3 [494, 88, 590, 254]
main-text: 在吐鲁番这片被誉为“火洲”的土地上，一条条冷水鱼在清凉的水中游弋。三文鱼产业链的发展，凝聚着科技创新与绿色发展的智慧，也承载着乡村振兴与群众增收的希望。近年来，当地依托丰富的地下水资源和光热条件，不断完善养殖、加工、销售全链条，推动特色渔业提质增效。企业负责人介绍，养殖基地采用循环水养殖技术，实现节水节能与生态保护相统一。各族群众在家门口就业，收入稳步提升，产业发展活力持续迸发。坚持以人民为中心，坚持党的全面领导，坚持公正司法，推动审判工作高质量发展，为全面建设社会主义现代化国家提供有力司法服务和保障。 [200, 722, 290, 777]
feature-col-4 [220, 346, 296, 613]
feature-text: 在吐鲁番这片被誉为“火洲”的土地上，一条条冷水鱼在清凉的水中游弋。三文鱼产业链的发展，凝聚着科技创新与绿色发展的智慧，也承载着乡村振兴与群众增收的希望。近年来，当地依托丰富的地下水资源和光热条件，不断完善养殖、加工、销售全链条，推动特色渔业提质增效。企业负责人介绍，养殖基地采用循环水养殖技术，实现节水节能与生态保护相统一。各族群众在家门口就业，收入稳步提升，产业发展活力持续迸发。坚持以人民为中心，坚持党的全面领导，坚持公正司法，推动审判工作高质量发展，为全面建设社会主义现代化国家提供有力司法服务和保障。 [150, 535, 216, 611]
feature-text: 在吐鲁番这片被誉为“火洲”的土地上，一条条冷水鱼在清凉的水中游弋。三文鱼产业链的发展，凝聚着科技创新与绿色发展的智慧，也承载着乡村振兴与群众增收的希望。近年来，当地依托丰富的地下水资源和光热条件，不断完善养殖、加工、销售全链条，推动特色渔业提质增效。企业负责人介绍，养殖基地采用循环水养殖技术，实现节水节能与生态保护相统一。各族群众在家门口就业，收入稳步提升，产业发展活力持续迸发。坚持以人民为中心，坚持党的全面领导，坚持公正司法，推动审判工作高质量发展，为全面建设社会主义现代化国家提供有力司法服务和保障。 [10, 158, 74, 234]
